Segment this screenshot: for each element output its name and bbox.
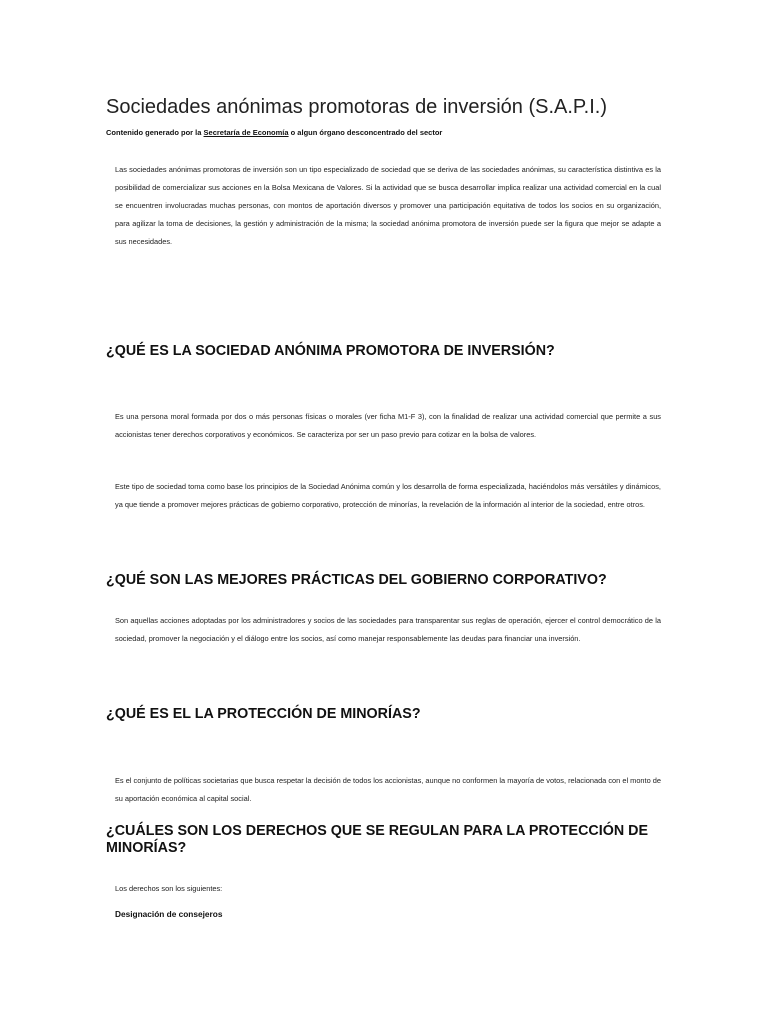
content-source-line — [106, 128, 442, 137]
section-4-paragraph-1: Los derechos son los siguientes: — [115, 884, 223, 893]
section-1-paragraph-2: Este tipo de sociedad toma como base los principios de la Sociedad Anónima común y los desarrolla de forma especializada, haciéndolos más versátiles y dinámicos, ya que tiende a promover mejores prácticas de gobierno corporativo, protección de minorías, la revelación de la información al interior de la sociedad, entre otros. — [115, 482, 661, 509]
section-2-paragraph-1: Son aquellas acciones adoptadas por los administradores y socios de las sociedades para transparentar sus reglas de operación, ejercer el control democrático de la sociedad, promover la negociación y el diálogo entre los socios, así como manejar responsablemente las deudas para financiar una inversión. — [115, 616, 661, 643]
subheading-designacion-consejeros: Designación de consejeros — [115, 909, 223, 919]
section-heading-derechos-minorias: ¿CUÁLES SON LOS DERECHOS QUE SE REGULAN PARA LA PROTECCIÓN DE MINORÍAS? — [106, 823, 648, 856]
section-heading-mejores-practicas: ¿QUÉ SON LAS MEJORES PRÁCTICAS DEL GOBIERNO CORPORATIVO? — [106, 572, 607, 588]
section-heading-proteccion-minorias: ¿QUÉ ES EL LA PROTECCIÓN DE MINORÍAS? — [106, 706, 421, 722]
page-title: Sociedades anónimas promotoras de inversión (S.A.P.I.) — [106, 96, 608, 118]
section-1-paragraph-1: Es una persona moral formada por dos o más personas físicas o morales (ver ficha M1-F 3), con la finalidad de realizar una actividad comercial que permite a sus accionistas tener derechos corporativos y económicos. Se caracteriza por ser un paso previo para cotizar en la bolsa de valores. — [115, 412, 661, 439]
intro-paragraph: Las sociedades anónimas promotoras de inversión son un tipo especializado de sociedad que se deriva de las sociedades anónimas, su característica distintiva es la posibilidad de comercializar sus acciones en la Bolsa Mexicana de Valores. Si la actividad que se busca desarrollar implica realizar una actividad comercial en la cual se encuentren involucradas muchas personas, con montos de aportación diversos y promover una participación equitativa de todos los socios en su organización, para agilizar la toma de decisiones, la gestión y administración de la misma; la sociedad anónima promotora de inversión puede ser la figura que mejor se adapte a sus necesidades. — [115, 165, 661, 246]
section-heading-que-es-sapi: ¿QUÉ ES LA SOCIEDAD ANÓNIMA PROMOTORA DE INVERSIÓN? — [106, 343, 555, 359]
source-prefix: Contenido generado por la — [106, 128, 204, 137]
secretaria-economia-link[interactable]: Secretaría de Economía — [203, 128, 289, 137]
source-suffix: o algun órgano desconcentrado del sector — [288, 128, 443, 137]
section-3-paragraph-1: Es el conjunto de políticas societarias que busca respetar la decisión de todos los accionistas, aunque no conformen la mayoría de votos, relacionada con el monto de su aportación económica al capital social. — [115, 776, 661, 803]
